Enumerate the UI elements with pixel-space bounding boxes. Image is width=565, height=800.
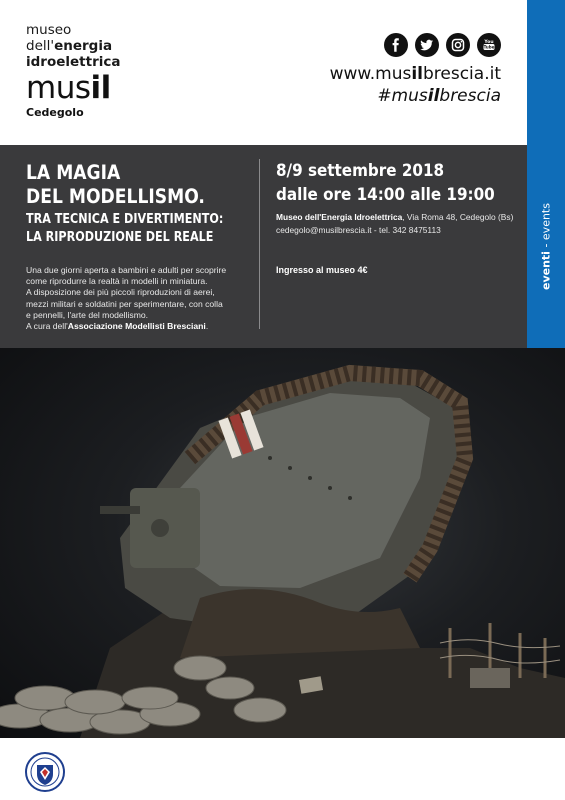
entry-fee: Ingresso al museo 4€ <box>276 265 368 275</box>
description-line: A disposizione dei più piccoli riproduzioni di aerei, <box>26 287 215 298</box>
description-line: come riprodurre la realtà in modelli in miniatura. <box>26 276 208 287</box>
logo-line-idroelettrica: idroelettrica <box>26 54 121 70</box>
curator-line <box>26 321 276 332</box>
url-suffix: brescia.it <box>422 64 501 84</box>
logo-brand-bold: il <box>90 70 111 106</box>
event-schedule <box>276 159 495 207</box>
description-line: e pennelli, l'arte del modellismo. <box>26 309 149 320</box>
logo-line-energia-bold: energia <box>54 38 113 54</box>
hashtag-bold: il <box>427 86 440 106</box>
event-title-line-2: DEL MODELLISMO. <box>26 185 205 208</box>
event-info-band <box>0 145 527 348</box>
events-side-band <box>527 0 565 348</box>
tank-shape <box>100 373 465 628</box>
url-bold: il <box>411 64 423 84</box>
youtube-icon[interactable] <box>477 33 501 57</box>
address-line <box>276 211 513 224</box>
logo-line-museo: museo <box>26 22 72 38</box>
event-subtitle-line-1: TRA TECNICA E DIVERTIMENTO: <box>26 212 224 227</box>
logo-line-energia-prefix: dell' <box>26 38 55 54</box>
twitter-icon[interactable] <box>415 33 439 57</box>
events-label <box>540 203 553 290</box>
hashtag-suffix: brescia <box>439 86 501 106</box>
event-subtitle-line-2: LA RIPRODUZIONE DEL REALE <box>26 230 214 245</box>
url-prefix: www.mus <box>329 64 412 84</box>
description-line: mezzi militari e soldatini per sperimentare, con colla <box>26 298 223 309</box>
address-name: Museo dell'Energia Idroelettrica <box>276 212 403 222</box>
description-line: Una due giorni aperta a bambini e adulti per scoprire <box>26 265 227 275</box>
event-description <box>26 265 276 332</box>
curator-prefix: A cura dell' <box>26 321 68 332</box>
event-date: 8/9 settembre 2018 <box>276 161 445 180</box>
instagram-icon[interactable] <box>446 33 470 57</box>
contact-line[interactable]: cedegolo@musilbrescia.it - tel. 342 8475113 <box>276 224 441 235</box>
event-title-line-1: LA MAGIA <box>26 161 121 184</box>
musil-logo[interactable] <box>26 22 136 119</box>
address-rest: , Via Roma 48, Cedegolo (Bs) <box>402 212 514 222</box>
event-time: dalle ore 14:00 alle 19:00 <box>276 185 495 204</box>
header <box>0 0 565 145</box>
social-links <box>384 33 501 57</box>
facebook-icon[interactable] <box>384 33 408 57</box>
hashtag <box>377 86 501 106</box>
tank-diorama-photo <box>0 348 565 738</box>
curator-suffix: . <box>205 321 209 332</box>
events-label-bold: eventi <box>539 251 553 290</box>
curator-name: Associazione Modellisti Bresciani <box>67 321 206 332</box>
event-subtitle <box>26 211 223 247</box>
youtube-icon-label: You <box>484 40 494 45</box>
website-link[interactable] <box>330 64 501 84</box>
association-crest-logo <box>25 752 65 792</box>
tank-illustration <box>0 348 565 738</box>
logo-brand <box>26 70 136 106</box>
vertical-divider <box>259 159 260 329</box>
event-title <box>26 161 205 209</box>
footer <box>0 738 565 800</box>
logo-place: Cedegolo <box>26 106 84 119</box>
logo-line-energia <box>26 38 136 54</box>
svg-text:Tube: Tube <box>483 44 495 50</box>
events-label-rest: - events <box>539 203 553 252</box>
hashtag-prefix: #mus <box>377 86 428 106</box>
logo-brand-regular: mus <box>26 70 91 106</box>
event-address <box>276 211 513 236</box>
